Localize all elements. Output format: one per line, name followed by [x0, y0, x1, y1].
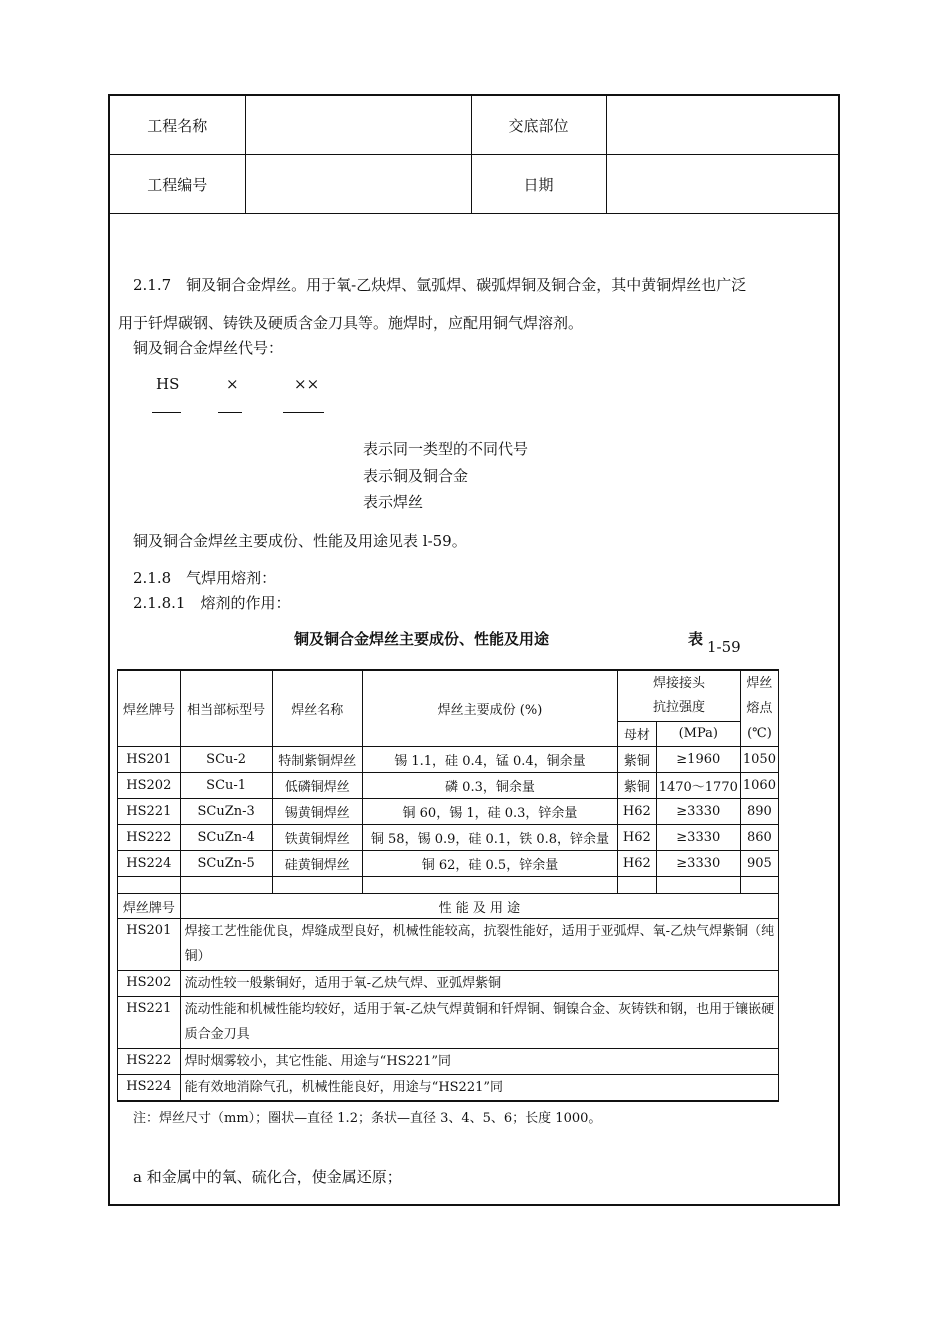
composition-row	[118, 773, 779, 799]
cell-std: SCu-1	[180, 773, 272, 799]
paragraph-2-1-7-line2: 用于钎焊碳钢、铸铁及硬质含金刀具等。施焊时，应配用铜气焊溶剂。	[118, 314, 584, 332]
cell-mpa: ≥1960	[656, 747, 740, 773]
th-std-model: 相当部标型号	[180, 670, 272, 747]
usage-text: 流动性较一般紫铜好，适用于氧-乙炔气焊、亚弧焊紫铜	[180, 971, 778, 997]
table-number-prefix: 表	[688, 630, 704, 648]
cell-comp: 铜 60，锡 1，硅 0.3，锌余量	[362, 799, 617, 825]
cell-base: 紫铜	[618, 747, 657, 773]
cell-std: SCu-2	[180, 747, 272, 773]
usage-brand: HS201	[118, 919, 181, 971]
cell-name: 低磷铜焊丝	[272, 773, 362, 799]
code-hs: HS	[156, 375, 180, 393]
table-number: 1-59	[707, 638, 741, 656]
code-x2: ××	[294, 375, 320, 393]
composition-row	[118, 851, 779, 877]
usage-brand: HS222	[118, 1049, 181, 1075]
th-melting-point	[740, 670, 778, 747]
code-title: 铜及铜合金焊丝代号：	[133, 339, 284, 357]
th-base-metal: 母材	[618, 721, 657, 747]
cell-brand: HS201	[118, 747, 181, 773]
code-desc-3: 表示焊丝	[363, 493, 424, 511]
code-underline-2	[218, 412, 242, 413]
cell-comp: 铜 62，硅 0.5，锌余量	[362, 851, 617, 877]
cell-mpa: ≥3330	[656, 825, 740, 851]
handover-part-label: 交底部位	[471, 96, 606, 155]
project-no-value	[245, 155, 471, 214]
cell-comp: 锡 1.1，硅 0.4，锰 0.4，铜余量	[362, 747, 617, 773]
composition-row	[118, 747, 779, 773]
table-title: 铜及铜合金焊丝主要成份、性能及用途	[294, 630, 550, 648]
cell-mpa: 1470～1770	[656, 773, 740, 799]
cell-brand: HS222	[118, 825, 181, 851]
code-desc-2: 表示铜及铜合金	[363, 467, 469, 485]
project-name-value	[245, 96, 471, 155]
usage-brand: HS202	[118, 971, 181, 997]
usage-brand: HS224	[118, 1075, 181, 1102]
usage-row	[118, 1075, 779, 1102]
th-mpa: (MPa)	[656, 721, 740, 747]
see-table-text: 铜及铜合金焊丝主要成份、性能及用途见表 l-59。	[133, 532, 467, 550]
cell-melt: 1050	[740, 747, 778, 773]
table-note: 注：焊丝尺寸（mm）；圈状—直径 1.2；条状—直径 3、4、5、6；长度 1000。	[133, 1111, 602, 1126]
cell-base: H62	[618, 825, 657, 851]
th-joint-line1: 焊接接头	[652, 675, 705, 691]
date-label: 日期	[471, 155, 606, 214]
th-brand: 焊丝牌号	[118, 670, 181, 747]
code-underline-1	[152, 412, 181, 413]
code-underline-3	[283, 412, 324, 413]
usage-row	[118, 971, 779, 997]
th-melt-line3: (℃)	[747, 726, 772, 741]
project-name-label: 工程名称	[110, 96, 245, 155]
cell-name: 特制紫铜焊丝	[272, 747, 362, 773]
cell-comp: 磷 0.3，铜余量	[362, 773, 617, 799]
composition-row	[118, 825, 779, 851]
cell-mpa: ≥3330	[656, 799, 740, 825]
composition-rows	[118, 747, 779, 877]
paragraph-2-1-7-line1: 2.1.7 铜及铜合金焊丝。用于氧-乙炔焊、氩弧焊、碳弧焊铜及铜合金，其中黄铜焊丝也广泛	[133, 276, 747, 294]
usage-text: 焊时烟雾较小，其它性能、用途与“HS221”同	[180, 1049, 778, 1075]
section-2-1-8-1: 2.1.8.1 熔剂的作用：	[133, 594, 291, 612]
usage-rows	[118, 919, 779, 1102]
usage-brand: HS221	[118, 997, 181, 1049]
cell-name: 锡黄铜焊丝	[272, 799, 362, 825]
handover-part-value	[606, 96, 838, 155]
th-joint-line2: 抗拉强度	[652, 699, 705, 715]
th2-use: 性 能 及 用 途	[180, 894, 778, 919]
cell-comp: 铜 58，锡 0.9，硅 0.1，铁 0.8，锌余量	[362, 825, 617, 851]
cell-melt: 905	[740, 851, 778, 877]
th-composition: 焊丝主要成份 (%)	[362, 670, 617, 747]
cell-melt: 860	[740, 825, 778, 851]
th-melt-line2: 熔点	[746, 701, 773, 716]
project-no-label: 工程编号	[110, 155, 245, 214]
last-line: a 和金属中的氧、硫化合，使金属还原；	[133, 1168, 402, 1186]
cell-melt: 890	[740, 799, 778, 825]
usage-row	[118, 997, 779, 1049]
cell-std: SCuZn-4	[180, 825, 272, 851]
cell-brand: HS224	[118, 851, 181, 877]
date-value	[606, 155, 838, 214]
cell-base: H62	[618, 851, 657, 877]
code-desc-1: 表示同一类型的不同代号	[363, 440, 529, 458]
code-x1: ×	[226, 375, 239, 393]
usage-row	[118, 919, 779, 971]
cell-brand: HS221	[118, 799, 181, 825]
cell-brand: HS202	[118, 773, 181, 799]
cell-melt: 1060	[740, 773, 778, 799]
usage-text: 焊接工艺性能优良，焊缝成型良好，机械性能较高，抗裂性能好，适用于亚弧焊、氧-乙炔气焊紫铜（纯铜）	[180, 919, 778, 971]
cell-base: H62	[618, 799, 657, 825]
th-joint-strength	[618, 670, 741, 721]
usage-text: 流动性能和机械性能均较好，适用于氧-乙炔气焊黄铜和钎焊铜、铜镍合金、灰铸铁和钢，也用于镶嵌硬质合金刀具	[180, 997, 778, 1049]
cell-std: SCuZn-5	[180, 851, 272, 877]
header-table	[110, 96, 838, 214]
cell-base: 紫铜	[618, 773, 657, 799]
composition-row	[118, 799, 779, 825]
cell-mpa: ≥3330	[656, 851, 740, 877]
cell-std: SCuZn-3	[180, 799, 272, 825]
cell-name: 铁黄铜焊丝	[272, 825, 362, 851]
composition-table	[117, 669, 779, 1102]
usage-row	[118, 1049, 779, 1075]
th2-brand: 焊丝牌号	[118, 894, 181, 919]
th-wire-name: 焊丝名称	[272, 670, 362, 747]
th-melt-line1: 焊丝	[746, 676, 773, 691]
cell-name: 硅黄铜焊丝	[272, 851, 362, 877]
section-2-1-8: 2.1.8 气焊用熔剂：	[133, 569, 277, 587]
usage-text: 能有效地消除气孔，机械性能良好，用途与“HS221”同	[180, 1075, 778, 1102]
